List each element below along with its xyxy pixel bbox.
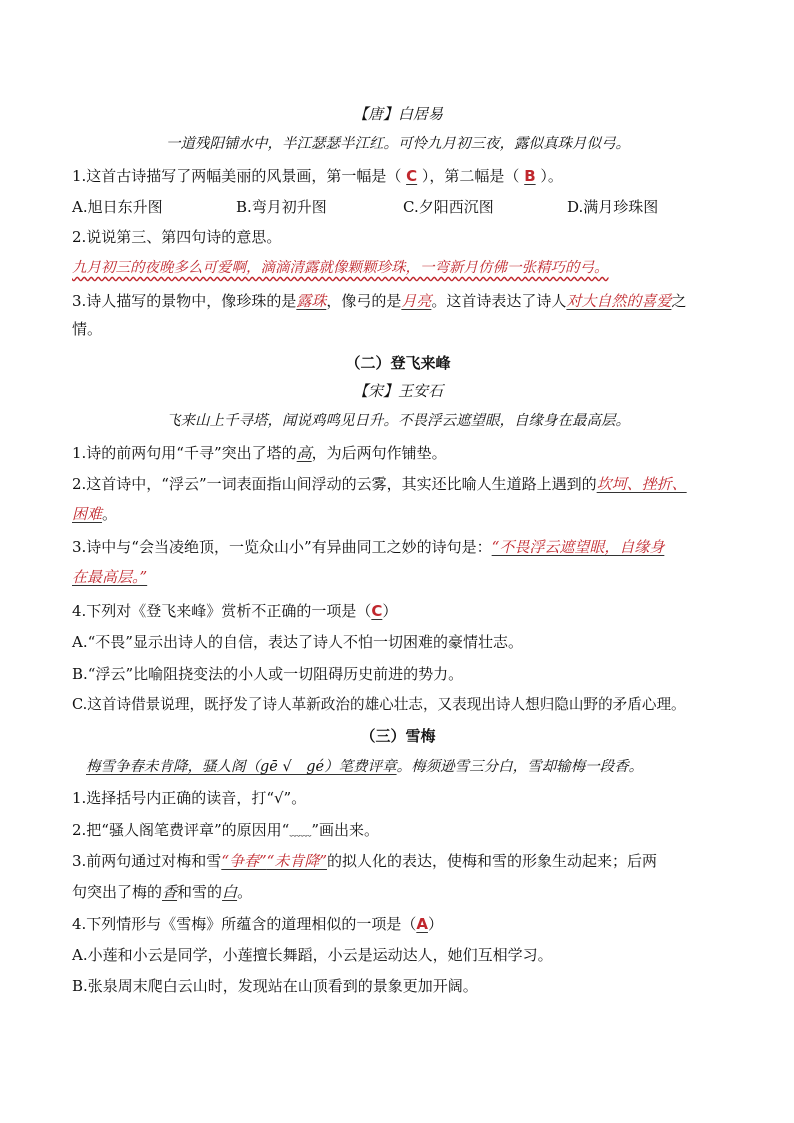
poem1-question-1: [72, 166, 724, 186]
p2q1-text: 1.诗的前两句用“千寻”突出了塔的: [72, 444, 297, 462]
poem3-question-3: [72, 851, 724, 871]
q1-text: 1.这首古诗描写了两幅美丽的风景画，第一幅是（: [72, 167, 402, 185]
poem3-text: [86, 757, 726, 777]
p2q1-answer: 高: [296, 444, 312, 462]
p3q4-text-end: ）: [427, 915, 443, 933]
poem2-option-a: A.“不畏”显示出诗人的自信，表达了诗人不怕一切困难的豪情壮志。: [72, 633, 523, 651]
poem1-option-d: D.满月珍珠图: [567, 198, 659, 216]
p3q3-answer-1: “争春”: [221, 852, 267, 870]
p3q3-cont-end: 。: [237, 883, 253, 901]
poem1-question-3: [72, 291, 724, 311]
p2q4-text: 4.下列对《登飞来峰》赏析不正确的一项是（: [72, 602, 372, 620]
wavy-line-mark: ﹏﹏: [289, 825, 312, 838]
p2q4-text-end: ）: [382, 602, 398, 620]
poem3-question-1: 1.选择括号内正确的读音，打“√”。: [72, 789, 307, 807]
q3-text-end: 之: [671, 292, 687, 310]
poem1-author: 【唐】白居易: [352, 105, 443, 123]
poem3-question-3-cont: [72, 882, 724, 902]
p3q3-answer-2: “未肯降”: [266, 852, 327, 870]
q3-text-mid2: 。这首诗表达了诗人: [431, 292, 567, 310]
poem2-question-1: [72, 443, 724, 463]
p3q2-text-end: ”画出来。: [311, 821, 379, 839]
poem3-question-4: [72, 914, 724, 934]
p2q2-text-end: 。: [102, 505, 118, 523]
p3q4-text: 4.下列情形与《雪梅》所蕴含的道理相似的一项是（: [72, 915, 417, 933]
p3q3-cont-mid: 和雪的: [177, 883, 223, 901]
p3q2-text: 2.把“骚人阁笔费评章”的原因用“: [72, 821, 290, 839]
poem2-text: 飞来山上千寻塔，闻说鸡鸣见日升。不畏浮云遮望眼，自缘身在最高层。: [166, 413, 630, 429]
poem1-option-c: C.夕阳西沉图: [403, 198, 494, 216]
poem3-text-underlined: 梅雪争春未肯降，骚人阁（gē √ gé）笔费评章: [86, 759, 397, 775]
poem2-author: 【宋】王安石: [352, 382, 443, 400]
p2q2-answer-cont: 困难: [72, 505, 103, 523]
q1-text-end: ）。: [540, 167, 563, 185]
poem1-text: 一道残阳铺水中，半江瑟瑟半江红。可怜九月初三夜，露似真珠月似弓。: [166, 136, 630, 152]
q3-text-mid1: ，像弓的是: [326, 292, 402, 310]
poem3-question-2: [72, 820, 724, 842]
poem2-question-4: [72, 601, 724, 621]
p3q3-answer-4: 白: [222, 883, 238, 901]
poem3-option-a: A.小莲和小云是同学，小莲擅长舞蹈，小云是运动达人，她们互相学习。: [72, 946, 553, 964]
poem2-question-3: [72, 537, 724, 557]
p2q4-answer: C: [371, 602, 383, 620]
p2q1-text-end: ，为后两句作铺垫。: [311, 444, 447, 462]
q1-answer-1: C: [406, 167, 418, 185]
poem1-question-2-answer: 九月初三的夜晚多么可爱啊，滴滴清露就像颗颗珍珠，一弯新月仿佛一张精巧的弓。: [72, 260, 609, 276]
p2q2-text: 2.这首诗中，“浮云”一词表面指山间浮动的云雾，其实还比喻人生道路上遇到的: [72, 475, 597, 493]
p2q2-answer: 坎坷、挫折、: [596, 475, 687, 493]
p2q3-answer-cont: 在最高层。”: [72, 568, 148, 586]
poem1-option-b: B.弯月初升图: [236, 198, 327, 216]
poem2-question-2-cont: [72, 504, 724, 524]
p3q3-text-mid: 的拟人化的表达，使梅和雪的形象生动起来；后两: [327, 852, 658, 870]
p3q3-cont-text: 句突出了梅的: [72, 883, 163, 901]
poem2-title: （二）登飞来峰: [345, 354, 451, 372]
poem2-question-3-cont: [72, 567, 724, 587]
q3-answer-3: 对大自然的喜爱: [566, 292, 672, 310]
poem2-question-2: [72, 474, 724, 494]
p3q3-answer-3: 香: [162, 883, 178, 901]
poem3-option-b: B.张泉周末爬白云山时，发现站在山顶看到的景象更加开阔。: [72, 977, 478, 995]
p2q3-answer: “不畏浮云遮望眼，自缘身: [491, 538, 665, 556]
poem2-option-b: B.“浮云”比喻阻挠变法的小人或一切阻碍历史前进的势力。: [72, 665, 464, 683]
poem1-question-3-cont: 情。: [72, 320, 103, 338]
poem1-question-2: 2.说说第三、第四句诗的意思。: [72, 228, 282, 246]
q1-text-mid: ），第二幅是（: [421, 167, 520, 185]
q3-answer-2: 月亮: [401, 292, 432, 310]
q3-answer-1: 露珠: [296, 292, 327, 310]
p3q3-text: 3.前两句通过对梅和雪: [72, 852, 222, 870]
poem2-option-c: C.这首诗借景说理，既抒发了诗人革新政治的雄心壮志，又表现出诗人想归隐山野的矛盾心理。: [72, 696, 686, 713]
q1-answer-2: B: [524, 167, 536, 185]
poem1-option-a: A.旭日东升图: [72, 198, 163, 216]
poem3-text-rest: 。梅须逊雪三分白，雪却输梅一段香。: [396, 759, 644, 775]
q3-text: 3.诗人描写的景物中，像珍珠的是: [72, 292, 297, 310]
poem3-title: （三）雪梅: [360, 727, 436, 745]
p2q3-text: 3.诗中与“会当凌绝顶，一览众山小”有异曲同工之妙的诗句是：: [72, 538, 492, 556]
p3q4-answer: A: [416, 915, 428, 933]
